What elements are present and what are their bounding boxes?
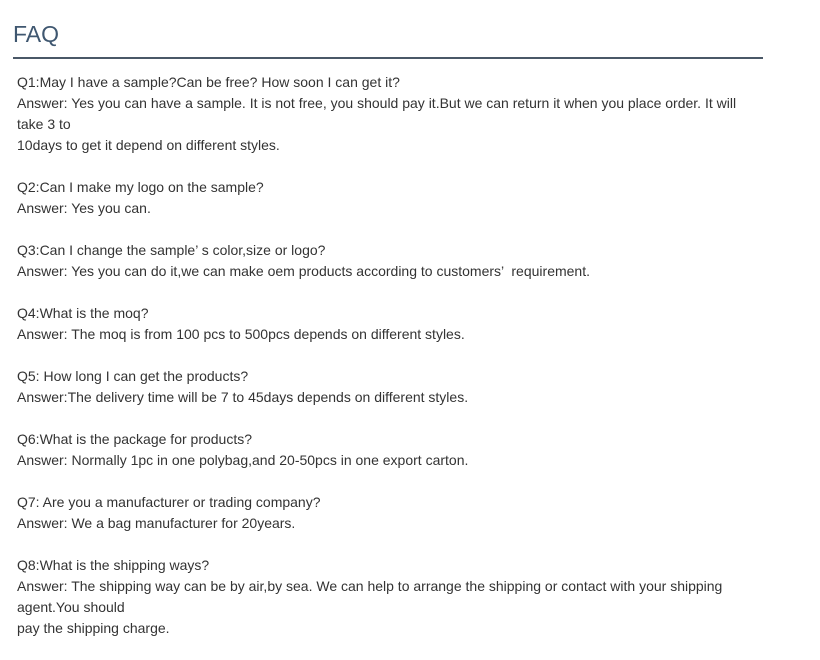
faq-item-q8 [17, 555, 752, 639]
faq-question: Q7: Are you a manufacturer or trading company? [17, 494, 321, 510]
faq-answer: Answer: Yes you can have a sample. It is not free, you should pay it.But we can return it when you place order. It will take 3 to [17, 95, 740, 132]
faq-answer: Answer:The delivery time will be 7 to 45days depends on different styles. [17, 389, 469, 405]
faq-question: Q8:What is the shipping ways? [17, 557, 210, 573]
faq-item-q1 [17, 72, 752, 156]
faq-question: Q6:What is the package for products? [17, 431, 253, 447]
faq-item-q4 [17, 303, 752, 345]
faq-question: Q4:What is the moq? [17, 305, 149, 321]
faq-item-q7 [17, 492, 752, 534]
faq-answer: Answer: Normally 1pc in one polybag,and 20-50pcs in one export carton. [17, 452, 469, 468]
faq-answer: Answer: We a bag manufacturer for 20years. [17, 515, 296, 531]
faq-answer-continued: 10days to get it depend on different styles. [17, 137, 280, 153]
faq-item-q6 [17, 429, 752, 471]
faq-item-q2 [17, 177, 752, 219]
faq-question: Q2:Can I make my logo on the sample? [17, 179, 264, 195]
faq-answer: Answer: The moq is from 100 pcs to 500pcs depends on different styles. [17, 326, 465, 342]
faq-answer: Answer: Yes you can do it,we can make oem products according to customers’ requirement. [17, 263, 590, 279]
faq-list [17, 72, 752, 660]
faq-question: Q3:Can I change the sample’ s color,size or logo? [17, 242, 326, 258]
faq-item-q5 [17, 366, 752, 408]
faq-question: Q5: How long I can get the products? [17, 368, 249, 384]
faq-answer: Answer: The shipping way can be by air,by sea. We can help to arrange the shipping or contact with your shipping agent.You should [17, 578, 727, 615]
faq-question: Q1:May I have a sample?Can be free? How soon I can get it? [17, 74, 400, 90]
faq-item-q3 [17, 240, 752, 282]
faq-answer-continued: pay the shipping charge. [17, 620, 170, 636]
page-title: FAQ [13, 21, 60, 47]
title-divider [13, 57, 763, 59]
faq-answer: Answer: Yes you can. [17, 200, 151, 216]
